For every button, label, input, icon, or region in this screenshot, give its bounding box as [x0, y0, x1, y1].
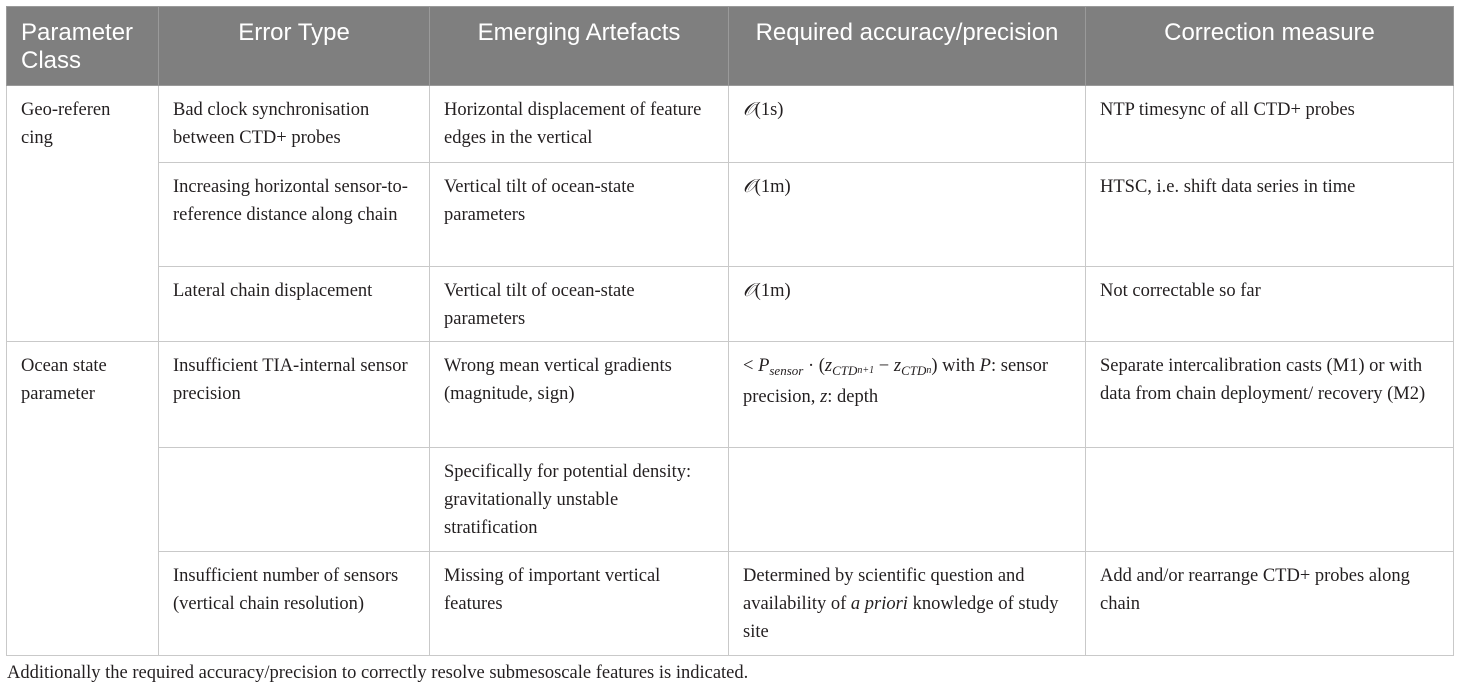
- formula-p-sub: sensor: [769, 363, 804, 378]
- accuracy-text-pre: Determined by scientific question and availability of: [743, 566, 1025, 614]
- table-row: [7, 163, 1454, 267]
- order-symbol: 𝒪: [743, 99, 755, 120]
- error-correction-table: [6, 6, 1454, 656]
- accuracy-text-italic: a priori: [850, 594, 908, 614]
- error-type-cell: Increasing horizontal sensor-to-reference distance along chain: [159, 163, 430, 267]
- table-header-row: [7, 7, 1454, 86]
- formula-desc1: sensor precision,: [743, 356, 1049, 407]
- formula-z1-subsub: n+1: [857, 365, 875, 376]
- error-type-cell: Insufficient TIA-internal sensor precision: [159, 342, 430, 448]
- order-symbol: 𝒪: [743, 280, 755, 301]
- class-cell-ocean-state: Ocean state parameter: [7, 342, 159, 656]
- correction-cell: NTP timesync of all CTD+ probes: [1086, 86, 1454, 163]
- formula-colon2: :: [827, 387, 833, 407]
- correction-cell: HTSC, i.e. shift data series in time: [1086, 163, 1454, 267]
- formula-p: P: [758, 356, 770, 376]
- correction-cell: Separate intercalibration casts (M1) or with data from chain deployment/ recovery (M2): [1086, 342, 1454, 448]
- correction-cell: Not correctable so far: [1086, 267, 1454, 342]
- artefacts-cell: Vertical tilt of ocean-state parameters: [430, 267, 729, 342]
- accuracy-text-post: knowledge of study site: [743, 594, 1059, 642]
- formula-z1: z: [824, 356, 833, 376]
- formula-colon1: :: [990, 356, 997, 376]
- accuracy-value: (1m): [754, 281, 791, 301]
- header-emerging-artefacts: Emerging Artefacts: [430, 7, 729, 86]
- accuracy-value: (1m): [754, 177, 791, 197]
- formula-desc2: depth: [837, 387, 879, 407]
- accuracy-cell: [729, 552, 1086, 656]
- parameter-table-container: [6, 6, 1453, 656]
- accuracy-cell: [729, 86, 1086, 163]
- accuracy-cell: [729, 267, 1086, 342]
- header-error-type: Error Type: [159, 7, 430, 86]
- formula-z1-sub: CTD: [832, 363, 858, 378]
- table-row: [7, 342, 1454, 448]
- formula-with: with: [942, 356, 976, 376]
- formula-z2-subsub: n: [926, 365, 932, 376]
- formula-open: (: [818, 356, 825, 376]
- error-type-cell: Lateral chain displacement: [159, 267, 430, 342]
- accuracy-cell: [729, 448, 1086, 552]
- header-parameter-class: Parameter Class: [7, 7, 159, 86]
- correction-cell: Add and/or rearrange CTD+ probes along chain: [1086, 552, 1454, 656]
- header-correction-measure: Correction measure: [1086, 7, 1454, 86]
- formula-z3: z: [820, 387, 828, 407]
- table-row: [7, 267, 1454, 342]
- error-type-cell: [159, 448, 430, 552]
- class-label: Geo-referencing: [21, 100, 111, 148]
- formula-dot: ·: [807, 356, 815, 376]
- accuracy-value: (1s): [754, 100, 784, 120]
- table-row: [7, 552, 1454, 656]
- accuracy-cell: [729, 163, 1086, 267]
- class-cell-geo-referencing: [7, 86, 159, 342]
- artefacts-cell: Missing of important vertical features: [430, 552, 729, 656]
- artefacts-cell: Specifically for potential density: gravitationally unstable stratification: [430, 448, 729, 552]
- table-footnote: Additionally the required accuracy/precision to correctly resolve submesoscale features is indicated.: [7, 663, 749, 683]
- error-type-cell: Bad clock synchronisation between CTD+ probes: [159, 86, 430, 163]
- accuracy-formula-cell: [729, 342, 1086, 448]
- artefacts-cell: Vertical tilt of ocean-state parameters: [430, 163, 729, 267]
- correction-cell: [1086, 448, 1454, 552]
- artefacts-cell: Wrong mean vertical gradients (magnitude, sign): [430, 342, 729, 448]
- artefacts-cell: Horizontal displacement of feature edges in the vertical: [430, 86, 729, 163]
- order-symbol: 𝒪: [743, 176, 755, 197]
- formula-close: ): [931, 356, 938, 376]
- formula-minus: −: [878, 356, 890, 376]
- formula-p2: P: [979, 356, 991, 376]
- header-required-accuracy: Required accuracy/precision: [729, 7, 1086, 86]
- error-type-cell: Insufficient number of sensors (vertical chain resolution): [159, 552, 430, 656]
- formula-z2-sub: CTD: [901, 363, 927, 378]
- formula-z2: z: [893, 356, 902, 376]
- table-row: [7, 86, 1454, 163]
- table-row: [7, 448, 1454, 552]
- formula-lt: <: [743, 356, 754, 376]
